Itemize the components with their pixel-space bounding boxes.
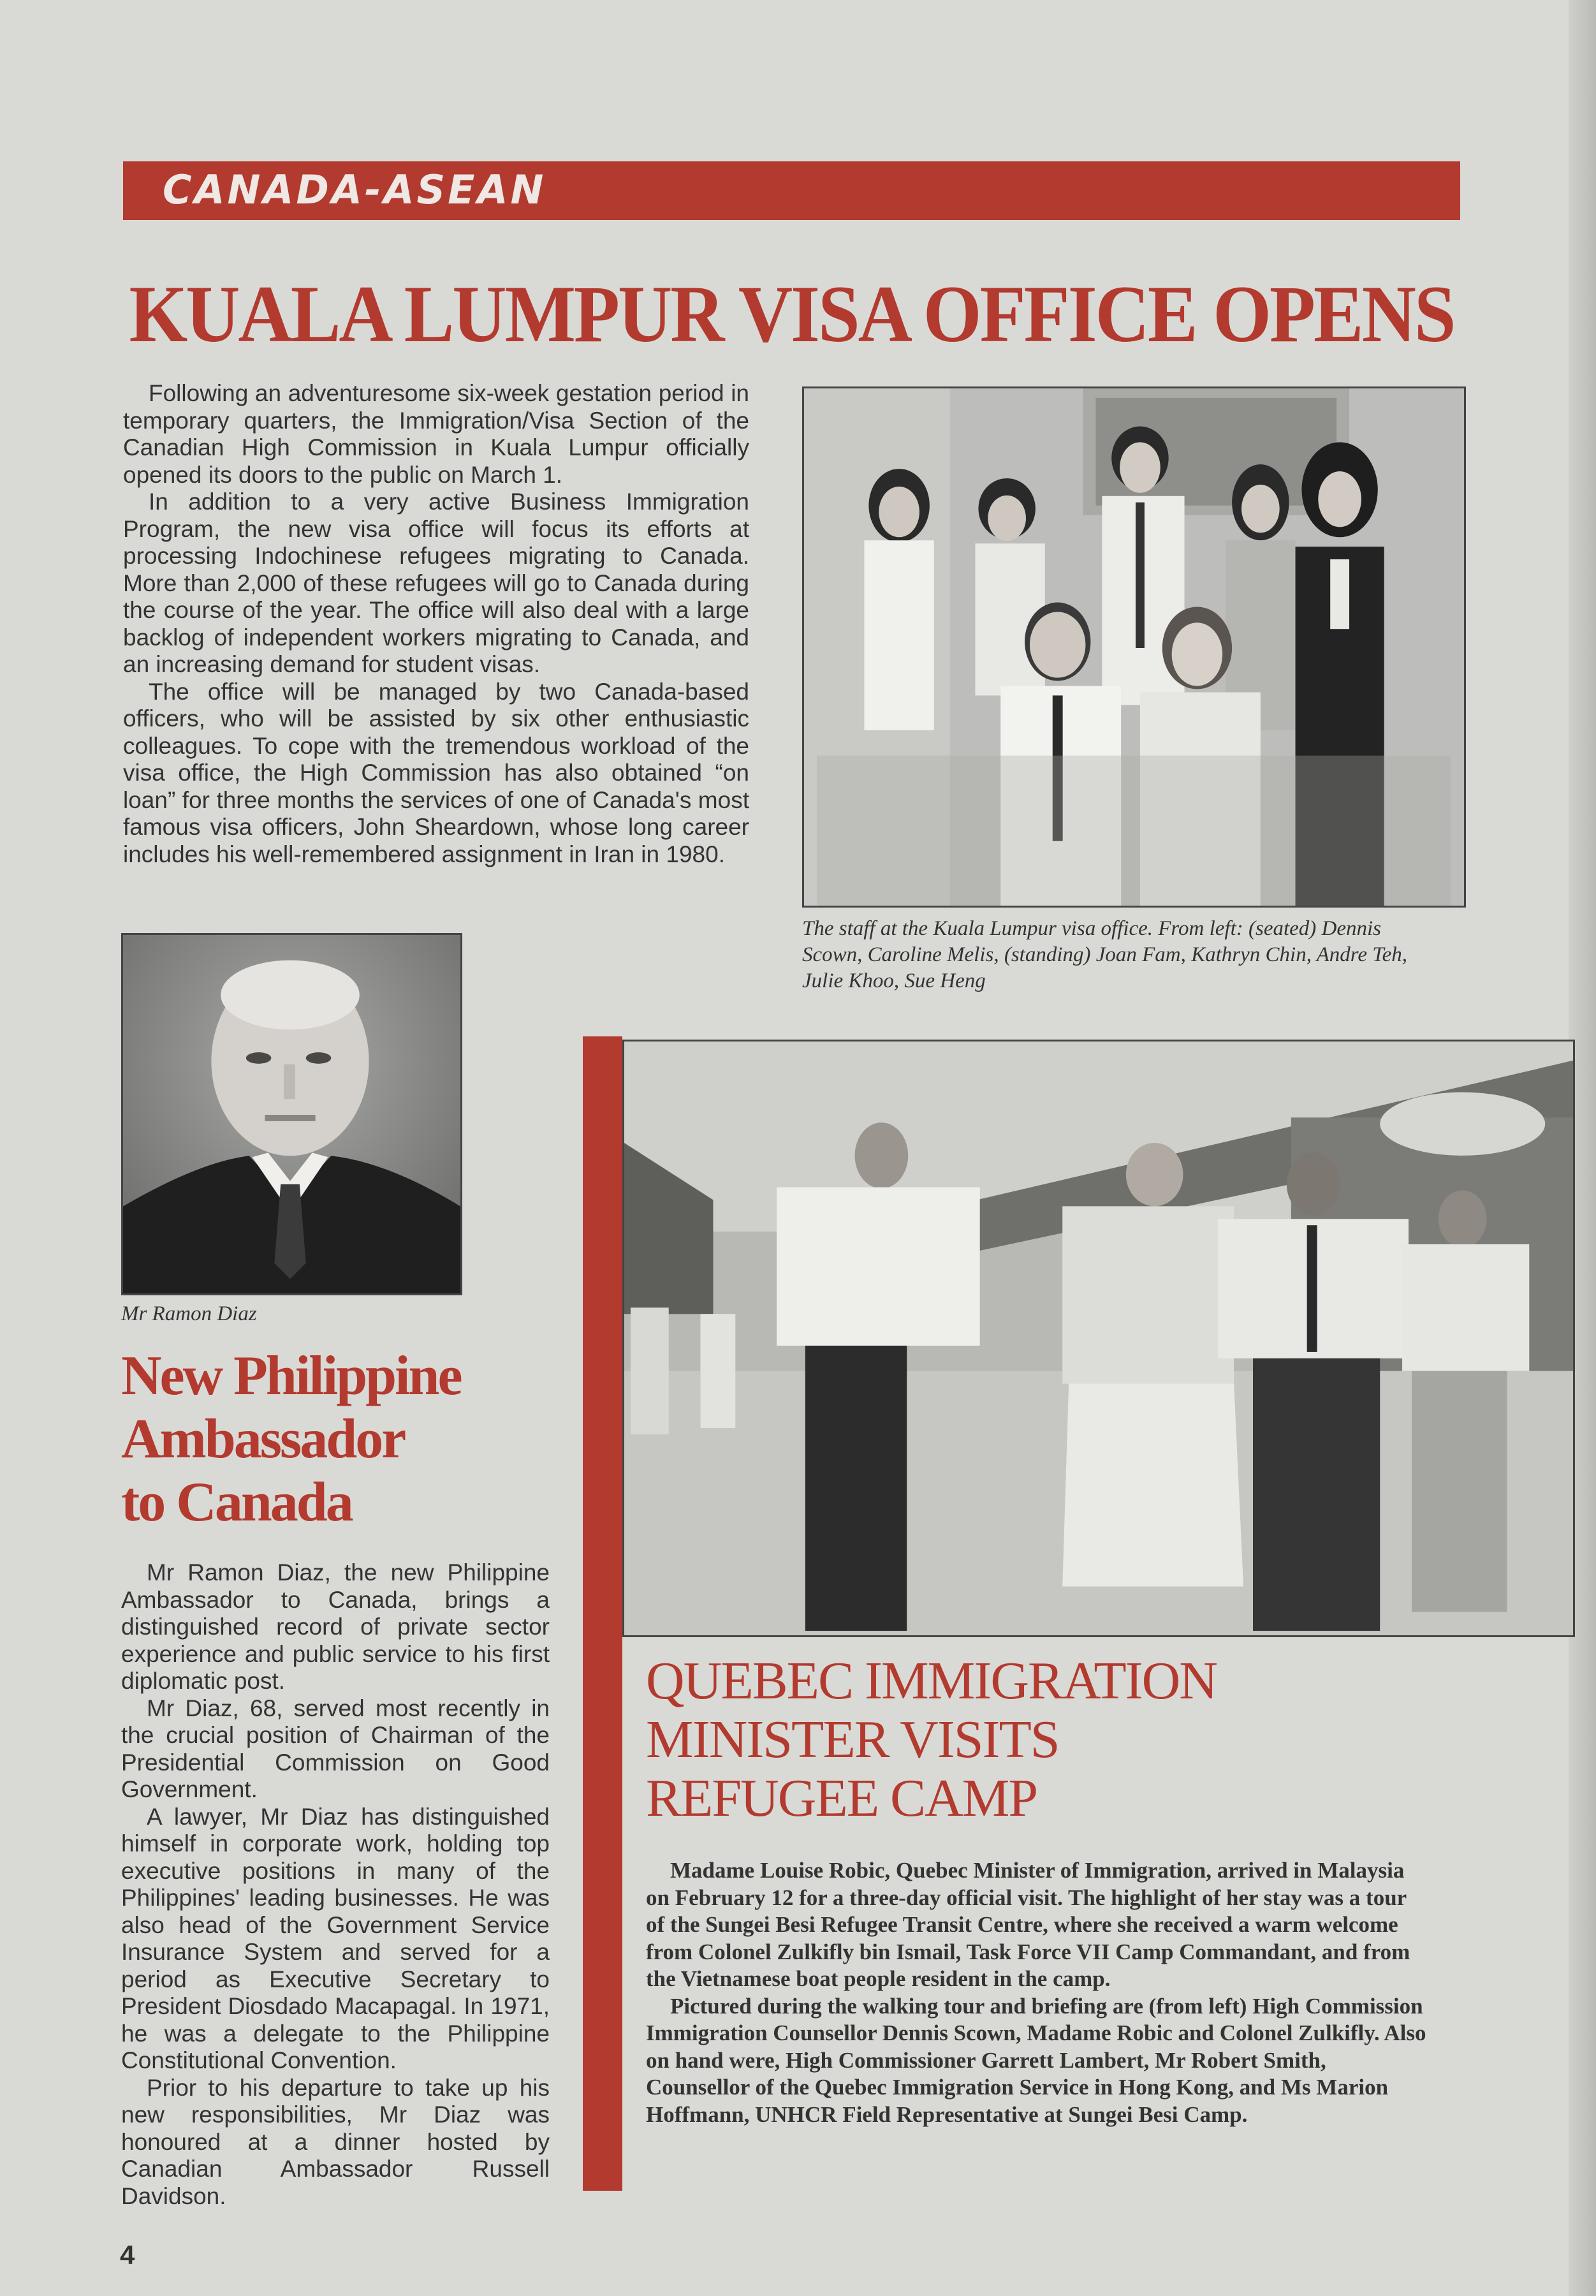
section-banner-label: CANADA-ASEAN xyxy=(163,166,546,213)
quebec-headline-line: MINISTER VISITS xyxy=(646,1710,1059,1769)
staff-group-photo-image xyxy=(804,388,1464,906)
staff-photo-caption: The staff at the Kuala Lumpur visa office. From left: (seated) Dennis Scown, Caroline Melis, (standing) Joan Fam, Kathryn Chin, Andre Teh, Julie Khoo, Sue Heng xyxy=(802,917,1408,992)
quebec-accent-bar xyxy=(583,1036,622,2191)
ambassador-article-paragraph: Mr Diaz, 68, served most recently in the crucial position of Chairman of the Presidential Commission on Good Government. xyxy=(121,1695,550,1802)
refugee-camp-photo-image xyxy=(624,1041,1573,1635)
ambassador-portrait xyxy=(121,933,462,1295)
ambassador-headline-line: New Philippine xyxy=(121,1345,461,1407)
quebec-article-paragraph: Pictured during the walking tour and briefing are (from left) High Commission Immigration Counsellor Dennis Scown, Madame Robic and Colonel Zulkifly. Also on hand were, High Commissioner Garrett Lambert, Mr Robert Smith, Counsellor of the Quebec Immigration Service in Hong Kong, and Ms Marion Hoffmann, UNHCR Field Representative at Sungei Besi Camp. xyxy=(646,1993,1426,2127)
quebec-article-body xyxy=(646,1857,1430,2128)
visa-article-paragraph: Following an adventuresome six-week gestation period in temporary quarters, the Immigration/Visa Section of the Canadian High Commission in Kuala Lumpur officially opened its doors to the public on March 1. xyxy=(123,380,749,488)
quebec-headline xyxy=(646,1652,1398,1828)
staff-group-photo xyxy=(802,386,1466,908)
refugee-camp-photo xyxy=(622,1040,1575,1637)
ambassador-article-paragraph: Mr Ramon Diaz, the new Philippine Ambassador to Canada, brings a distinguished record of private sector experience and public service to his first diplomatic post. xyxy=(121,1559,550,1694)
visa-article-paragraph: The office will be managed by two Canada-based officers, who will be assisted by six other enthusiastic colleagues. To cope with the tremendous workload of the visa office, the High Commission has also obtained “on loan” for three months the services of one of Canada's most famous visa officers, John Sheardown, whose long career includes his well-remembered assignment in Iran in 1980. xyxy=(123,678,749,867)
page-headline: KUALA LUMPUR VISA OFFICE OPENS xyxy=(129,269,1454,360)
ambassador-headline xyxy=(121,1344,529,1534)
quebec-headline-line: REFUGEE CAMP xyxy=(646,1769,1037,1828)
section-banner xyxy=(123,161,1460,220)
ambassador-article-paragraph: A lawyer, Mr Diaz has distinguished himself in corporate work, holding top executive positions in many of the Philippines' leading businesses. He was also head of the Government Service Insurance System and served for a period as Executive Secretary to President Diosdado Macapagal. In 1971, he was a delegate to the Philippine Constitutional Convention. xyxy=(121,1803,550,2073)
page-number: 4 xyxy=(120,2240,135,2270)
ambassador-portrait-image xyxy=(123,935,460,1293)
ambassador-portrait-caption: Mr Ramon Diaz xyxy=(121,1302,257,1325)
visa-article-paragraph: In addition to a very active Business Immigration Program, the new visa office will focus its efforts at processing Indochinese refugees migrating to Canada. More than 2,000 of these refugees will go to Canada during the course of the year. The office will also deal with a large backlog of independent workers migrating to Canada, and an increasing demand for student visas. xyxy=(123,489,749,677)
visa-article-body xyxy=(123,380,749,868)
quebec-article-paragraph: Madame Louise Robic, Quebec Minister of Immigration, arrived in Malaysia on February 12 for a three-day official visit. The highlight of her stay was a tour of the Sungei Besi Refugee Transit Centre, where she received a warm welcome from Colonel Zulkifly bin Ismail, Task Force VII Camp Commandant, and from the Vietnamese boat people resident in the camp. xyxy=(646,1858,1410,1991)
ambassador-headline-line: to Canada xyxy=(121,1471,352,1533)
quebec-headline-line: QUEBEC IMMIGRATION xyxy=(646,1651,1217,1711)
ambassador-headline-line: Ambassador xyxy=(121,1408,405,1470)
ambassador-article-paragraph: Prior to his departure to take up his new responsibilities, Mr Diaz was honoured at a dinner hosted by Canadian Ambassador Russell Davidson. xyxy=(121,2074,550,2209)
ambassador-article-body xyxy=(121,1559,550,2210)
